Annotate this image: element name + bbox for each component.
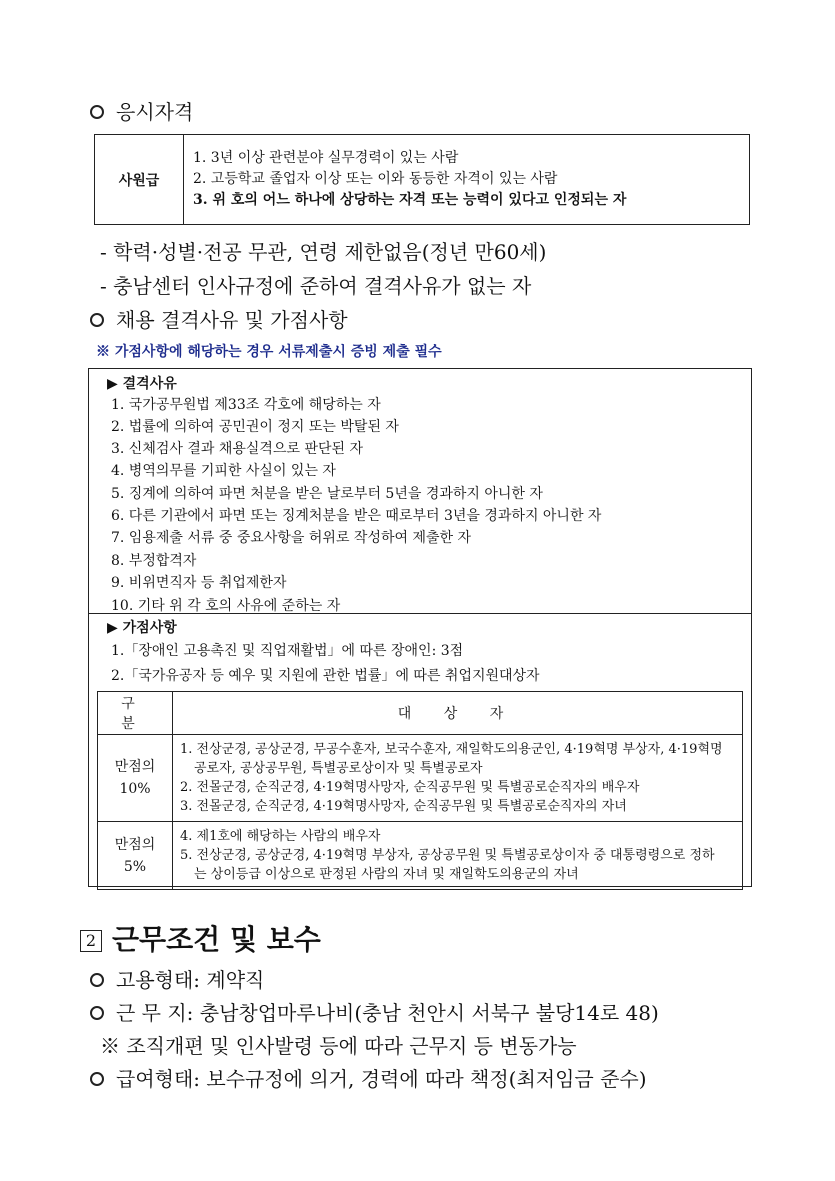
criteria-item: 3. 위 호의 어느 하나에 상당하는 자격 또는 능력이 있다고 인정되는 자 — [193, 192, 627, 208]
eligibility-note: - 충남센터 인사규정에 준하여 결격사유가 없는 자 — [100, 274, 532, 298]
bonus-item: 2.「국가유공자 등 예우 및 지원에 관한 법률」에 따른 취업지원대상자 — [111, 668, 540, 684]
target-line: 공로자, 공상공무원, 특별공로상이자 및 특별공로자 — [194, 761, 483, 776]
condition-row — [90, 1063, 647, 1092]
disq-item: 10. 기타 위 각 호의 사유에 준하는 자 — [111, 598, 341, 614]
disqualification-box — [88, 368, 752, 887]
condition-row — [90, 997, 659, 1026]
row-label-line: 만점의 — [114, 759, 156, 775]
table-row — [98, 822, 743, 890]
eligibility-table — [94, 134, 750, 225]
col-target-header: 대 상 자 — [173, 692, 743, 735]
target-line: 4. 제1호에 해당하는 사람의 배우자 — [180, 829, 381, 844]
row-label-line: 만점의 — [114, 836, 156, 853]
eligibility-heading: 응시자격 — [116, 100, 194, 124]
disq-item: 4. 병역의무를 기피한 사실이 있는 자 — [111, 463, 336, 479]
section-divider — [89, 613, 751, 614]
target-line: 5. 전상군경, 공상군경, 4·19혁명 부상자, 공상공무원 및 특별공로상이자 중 대통령령으로 정하 — [180, 848, 715, 863]
target-line: 1. 전상군경, 공상군경, 무공수훈자, 보국수훈자, 재일학도의용군인, 4·19혁명 부상자, 4·19혁명 — [180, 742, 723, 757]
row-label — [98, 735, 173, 822]
target-line: 2. 전몰군경, 순직군경, 4·19혁명사망자, 순직공무원 및 특별공로순직자의 배우자 — [180, 780, 640, 795]
disq-item: 1. 국가공무원법 제33조 각호에 해당하는 자 — [111, 397, 381, 413]
disq-item: 9. 비위면직자 등 취업제한자 — [111, 575, 287, 591]
disq-item: 8. 부정합격자 — [111, 553, 197, 569]
condition-text: 고용형태: 계약직 — [116, 968, 265, 992]
target-line: 는 상이등급 이상으로 판정된 사람의 자녀 및 재일학도의용군의 자녀 — [194, 867, 579, 882]
bonus-section-title: ▶ 가점사항 — [107, 620, 177, 636]
condition-text: 급여형태: 보수규정에 의거, 경력에 따라 책정(최저임금 준수) — [116, 1067, 647, 1091]
condition-text: 근 무 지: 충남창업마루나비(충남 천안시 서북구 불당14로 48) — [116, 1001, 659, 1025]
hollow-circle-bullet-icon — [90, 313, 104, 327]
criteria-item: 1. 3년 이상 관련분야 실무경력이 있는 사람 — [193, 150, 459, 166]
row-label-line: 10% — [119, 781, 151, 797]
eligibility-note: - 학력·성별·전공 무관, 연령 제한없음(정년 만60세) — [100, 240, 547, 264]
target-line: 3. 전몰군경, 순직군경, 4·19혁명사망자, 순직공무원 및 특별공로순직자의 자녀 — [180, 799, 627, 814]
disqualification-heading: 채용 결격사유 및 가점사항 — [116, 308, 348, 332]
row-label — [98, 822, 173, 890]
hollow-circle-bullet-icon — [90, 1072, 104, 1086]
disq-item: 7. 임용제출 서류 중 중요사항을 허위로 작성하여 제출한 자 — [111, 530, 472, 546]
row-targets — [173, 735, 743, 822]
hollow-circle-bullet-icon — [90, 973, 104, 987]
disq-item: 5. 징계에 의하여 파면 처분을 받은 날로부터 5년을 경과하지 아니한 자 — [111, 486, 543, 502]
row-label-line: 5% — [123, 858, 147, 875]
disq-item: 3. 신체검사 결과 채용실격으로 판단된 자 — [111, 441, 363, 457]
hollow-circle-bullet-icon — [90, 1006, 104, 1020]
condition-note: ※ 조직개편 및 인사발령 등에 따라 근무지 등 변동가능 — [100, 1034, 577, 1058]
row-targets — [173, 822, 743, 890]
grade-label: 사원급 — [95, 135, 184, 225]
disq-item: 6. 다른 기관에서 파면 또는 징계처분을 받은 때로부터 3년을 경과하지 아니한 자 — [111, 508, 602, 524]
disq-section-title: ▶ 결격사유 — [107, 376, 177, 392]
bonus-item: 1.「장애인 고용촉진 및 직업재활법」에 따른 장애인: 3점 — [111, 643, 464, 659]
bonus-table — [97, 691, 743, 890]
condition-row — [90, 964, 264, 993]
section2-heading — [80, 918, 321, 958]
evidence-notice: ※ 가점사항에 해당하는 경우 서류제출시 증빙 제출 필수 — [96, 344, 442, 360]
criteria-item: 2. 고등학교 졸업자 이상 또는 이와 동등한 자격이 있는 사람 — [193, 171, 558, 187]
disq-item: 2. 법률에 의하여 공민권이 정지 또는 박탈된 자 — [111, 419, 399, 435]
hollow-circle-bullet-icon — [90, 105, 104, 119]
section2-title: 근무조건 및 보수 — [112, 923, 321, 956]
disqualification-heading-row — [90, 304, 348, 333]
section-number-box: 2 — [80, 930, 102, 952]
table-row — [98, 735, 743, 822]
col-category-header: 구 분 — [98, 692, 173, 735]
criteria-cell — [184, 135, 750, 225]
eligibility-heading-row — [90, 96, 193, 125]
